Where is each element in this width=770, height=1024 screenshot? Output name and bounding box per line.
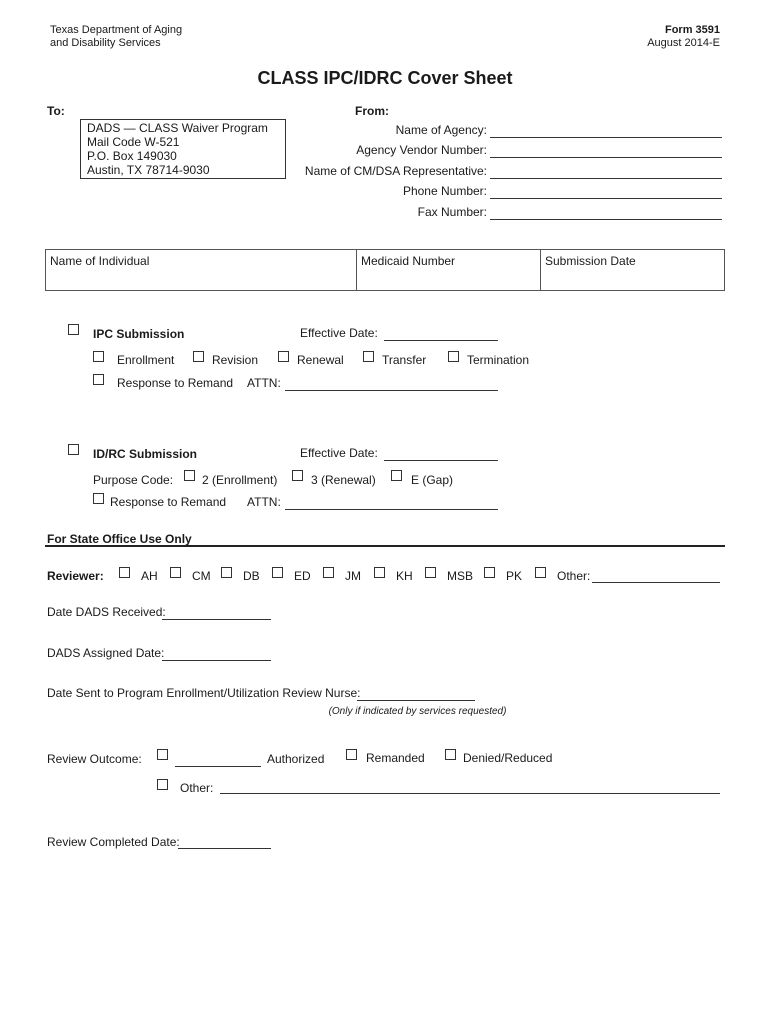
reviewer-kh-checkbox[interactable] <box>374 567 385 578</box>
review-completed-field[interactable] <box>178 834 271 849</box>
purpose-enrollment-label: 2 (Enrollment) <box>202 473 278 487</box>
transfer-label: Transfer <box>382 353 427 367</box>
reviewer-cm-label: CM <box>192 569 211 583</box>
enrollment-label: Enrollment <box>117 353 175 367</box>
renewal-label: Renewal <box>297 353 344 367</box>
agency-name <box>50 24 182 50</box>
purpose-renewal-checkbox[interactable] <box>292 470 303 481</box>
reviewer-msb-checkbox[interactable] <box>425 567 436 578</box>
idrc-attn-field[interactable] <box>285 495 498 510</box>
outcome-authorized-checkbox[interactable] <box>157 749 168 760</box>
assigned-date-field[interactable] <box>162 646 271 661</box>
idrc-attn-label: ATTN: <box>247 495 281 509</box>
transfer-checkbox[interactable] <box>363 351 374 362</box>
outcome-authorized-field[interactable] <box>175 752 261 767</box>
purpose-gap-checkbox[interactable] <box>391 470 402 481</box>
reviewer-msb-label: MSB <box>447 569 474 583</box>
outcome-denied-label: Denied/Reduced <box>463 751 553 765</box>
ipc-attn-field[interactable] <box>285 376 498 391</box>
purpose-gap-label: E (Gap) <box>411 473 454 487</box>
address-line: P.O. Box 149030 <box>87 149 177 163</box>
from-label: From: <box>355 104 389 118</box>
reviewer-pk-checkbox[interactable] <box>484 567 495 578</box>
outcome-authorized-label: Authorized <box>267 752 325 766</box>
outcome-other-label: Other: <box>180 781 214 795</box>
individual-info-grid <box>45 249 725 291</box>
date-received-field[interactable] <box>162 605 271 620</box>
vendor-number-label: Agency Vendor Number: <box>356 143 487 157</box>
address-line: Mail Code W-521 <box>87 135 180 149</box>
termination-checkbox[interactable] <box>448 351 459 362</box>
purpose-enrollment-checkbox[interactable] <box>184 470 195 481</box>
reviewer-jm-label: JM <box>345 569 361 583</box>
review-outcome-label: Review Outcome: <box>47 752 142 766</box>
purpose-renewal-label: 3 (Renewal) <box>311 473 376 487</box>
ipc-submission-label: IPC Submission <box>93 327 185 341</box>
revision-label: Revision <box>212 353 259 367</box>
form-date: August 2014-E <box>647 37 720 49</box>
fax-number-field[interactable] <box>490 205 722 220</box>
medicaid-number-cell[interactable] <box>357 250 541 290</box>
ipc-effective-date-label: Effective Date: <box>300 326 378 340</box>
purpose-code-label: Purpose Code: <box>93 473 174 487</box>
termination-label: Termination <box>467 353 530 367</box>
vendor-number-field[interactable] <box>490 143 722 158</box>
form-number: Form 3591 <box>664 24 720 36</box>
reviewer-other-field[interactable] <box>592 568 720 583</box>
outcome-remanded-label: Remanded <box>366 751 425 765</box>
idrc-submission-label: ID/RC Submission <box>93 447 198 461</box>
date-sent-label: Date Sent to Program Enrollment/Utilization Review Nurse: <box>47 686 361 700</box>
reviewer-db-checkbox[interactable] <box>221 567 232 578</box>
phone-number-field[interactable] <box>490 184 722 199</box>
reviewer-ah-label: AH <box>141 569 158 583</box>
reviewer-ed-checkbox[interactable] <box>272 567 283 578</box>
reviewer-ed-label: ED <box>294 569 311 583</box>
reviewer-pk-label: PK <box>506 569 523 583</box>
outcome-denied-checkbox[interactable] <box>445 749 456 760</box>
form-id <box>647 24 720 50</box>
date-sent-note: (Only if indicated by services requested) <box>328 706 507 717</box>
to-address-box <box>80 119 286 179</box>
assigned-date-label: DADS Assigned Date: <box>47 646 165 660</box>
outcome-remanded-checkbox[interactable] <box>346 749 357 760</box>
phone-number-label: Phone Number: <box>402 184 487 198</box>
reviewer-jm-checkbox[interactable] <box>323 567 334 578</box>
ipc-remand-checkbox[interactable] <box>93 374 104 385</box>
submission-date-label: Submission Date <box>545 254 636 268</box>
ipc-effective-date-field[interactable] <box>384 326 498 341</box>
revision-checkbox[interactable] <box>193 351 204 362</box>
ipc-attn-label: ATTN: <box>247 376 281 390</box>
representative-label: Name of CM/DSA Representative: <box>304 164 487 178</box>
idrc-submission-checkbox[interactable] <box>68 444 79 455</box>
reviewer-other-label: Other: <box>557 569 591 583</box>
idrc-effective-date-field[interactable] <box>384 446 498 461</box>
agency-name-field[interactable] <box>490 123 722 138</box>
ipc-submission-checkbox[interactable] <box>68 324 79 335</box>
reviewer-label: Reviewer: <box>47 569 104 583</box>
name-of-individual-cell[interactable] <box>46 250 357 290</box>
medicaid-number-label: Medicaid Number <box>361 254 456 268</box>
outcome-other-field[interactable] <box>220 779 720 794</box>
to-label: To: <box>47 104 65 118</box>
agency-name-label: Name of Agency: <box>395 123 487 137</box>
agency-line-1: Texas Department of Aging <box>50 24 183 36</box>
outcome-other-checkbox[interactable] <box>157 779 168 790</box>
reviewer-other-checkbox[interactable] <box>535 567 546 578</box>
address-line: DADS — CLASS Waiver Program <box>87 121 268 135</box>
idrc-remand-checkbox[interactable] <box>93 493 104 504</box>
date-sent-field[interactable] <box>357 686 475 701</box>
representative-field[interactable] <box>490 164 722 179</box>
idrc-remand-label: Response to Remand <box>110 495 227 509</box>
agency-line-2: and Disability Services <box>50 37 161 49</box>
name-of-individual-label: Name of Individual <box>50 254 150 268</box>
review-completed-label: Review Completed Date: <box>47 835 180 849</box>
reviewer-ah-checkbox[interactable] <box>119 567 130 578</box>
state-office-heading: For State Office Use Only <box>47 532 192 546</box>
reviewer-kh-label: KH <box>396 569 413 583</box>
address-line: Austin, TX 78714-9030 <box>87 163 210 177</box>
reviewer-cm-checkbox[interactable] <box>170 567 181 578</box>
reviewer-db-label: DB <box>243 569 260 583</box>
ipc-remand-label: Response to Remand <box>117 376 234 390</box>
submission-date-cell[interactable] <box>541 250 724 290</box>
page-title: CLASS IPC/IDRC Cover Sheet <box>257 68 513 88</box>
renewal-checkbox[interactable] <box>278 351 289 362</box>
section-divider <box>45 545 725 547</box>
date-received-label: Date DADS Received: <box>47 605 166 619</box>
fax-number-label: Fax Number: <box>417 205 487 219</box>
enrollment-checkbox[interactable] <box>93 351 104 362</box>
idrc-effective-date-label: Effective Date: <box>300 446 378 460</box>
